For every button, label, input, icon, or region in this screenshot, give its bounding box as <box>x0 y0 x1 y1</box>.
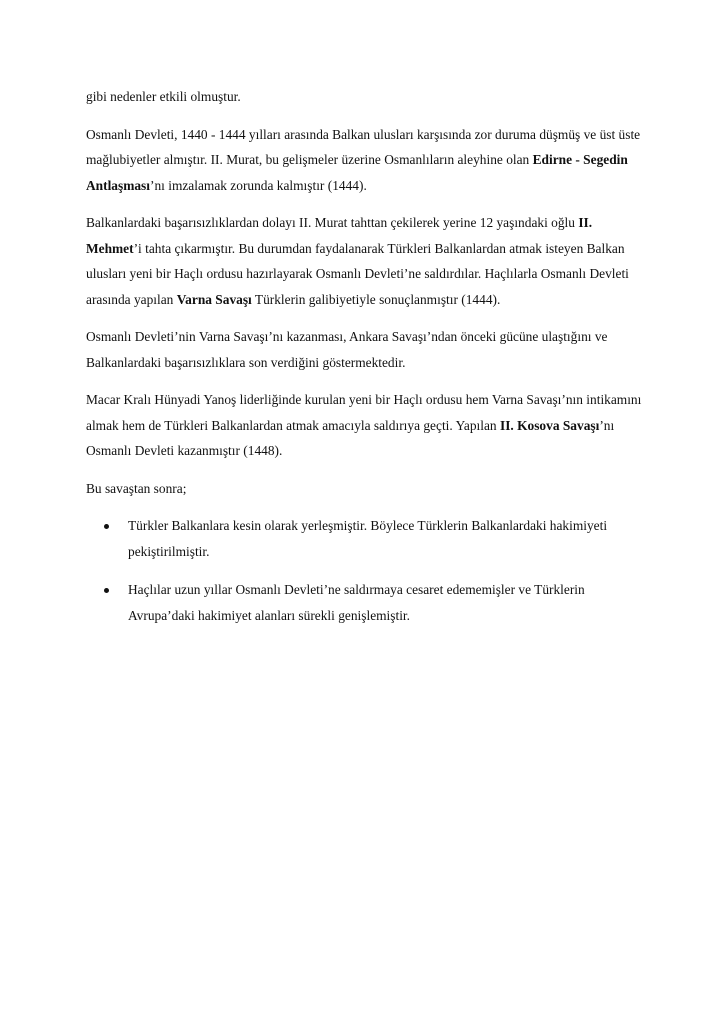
paragraph-after-war <box>86 476 646 502</box>
paragraph-intro-text: gibi nedenler etkili olmuştur. <box>86 89 241 104</box>
list-item <box>86 577 646 628</box>
list-item <box>86 513 646 564</box>
text-segment: ’nı imzalamak zorunda kalmıştır (1444). <box>150 177 367 193</box>
paragraph-varna-result-text: Osmanlı Devleti’nin Varna Savaşı’nı kazanması, Ankara Savaşı’ndan önceki gücüne ulaştığını ve Balkanlardaki başarısızlıklara son verdiğini göstermektedir. <box>86 329 608 370</box>
bold-term-ii-mehmet: II. Mehmet <box>86 215 593 256</box>
list-item-text: Haçlılar uzun yıllar Osmanlı Devleti’ne saldırmaya cesaret edememişler ve Türklerin Avrupa’daki hakimiyet alanları sürekli genişlemiştir. <box>128 582 585 623</box>
paragraph-after-war-text: Bu savaştan sonra; <box>86 480 187 496</box>
text-segment: ’nı Osmanlı Devleti kazanmıştır (1448). <box>86 417 615 458</box>
bullet-icon <box>104 588 109 593</box>
paragraph-kosova <box>86 387 646 464</box>
document-body <box>86 84 646 641</box>
bold-term-varna-savasi: Varna Savaşı <box>176 291 252 307</box>
paragraph-varna <box>86 210 646 312</box>
paragraph-varna-result <box>86 324 646 375</box>
paragraph-intro <box>86 84 646 110</box>
text-segment: Balkanlardaki başarısızlıklardan dolayı II. Murat tahttan çekilerek yerine 12 yaşındaki oğlu <box>86 215 579 230</box>
bullet-list <box>86 513 646 628</box>
text-segment: ’i tahta çıkarmıştır. Bu durumdan faydalanarak Türkleri Balkanlardan atmak isteyen Balkan ulusları yeni bir Haçlı ordusu hazırlayarak Osmanlı Devleti’ne saldırdılar. Haçlılarla Osmanlı Devleti arasında yapılan <box>86 240 629 307</box>
list-item-text: Türkler Balkanlara kesin olarak yerleşmiştir. Böylece Türklerin Balkanlardaki hakimiyeti pekiştirilmiştir. <box>128 518 608 559</box>
bullet-icon <box>104 524 109 529</box>
text-segment: Türklerin galibiyetiyle sonuçlanmıştır (1444). <box>251 291 501 307</box>
bold-term-ii-kosova-savasi: II. Kosova Savaşı <box>499 417 600 433</box>
paragraph-edirne-segedin <box>86 122 646 199</box>
bold-term-edirne-segedin: Edirne - Segedin Antlaşması <box>86 152 628 193</box>
text-segment: Osmanlı Devleti, 1440 - 1444 yılları arasında Balkan ulusları karşısında zor duruma düşmüş ve üst üste mağlubiyetler almıştır. II. Murat, bu gelişmeler üzerine Osmanlıların aleyhine olan <box>86 126 641 167</box>
text-segment: Macar Kralı Hünyadi Yanoş liderliğinde kurulan yeni bir Haçlı ordusu hem Varna Savaşı’nın intikamını almak hem de Türkleri Balkanlardan atmak amacıyla saldırıya geçti. Yapılan <box>86 392 642 433</box>
